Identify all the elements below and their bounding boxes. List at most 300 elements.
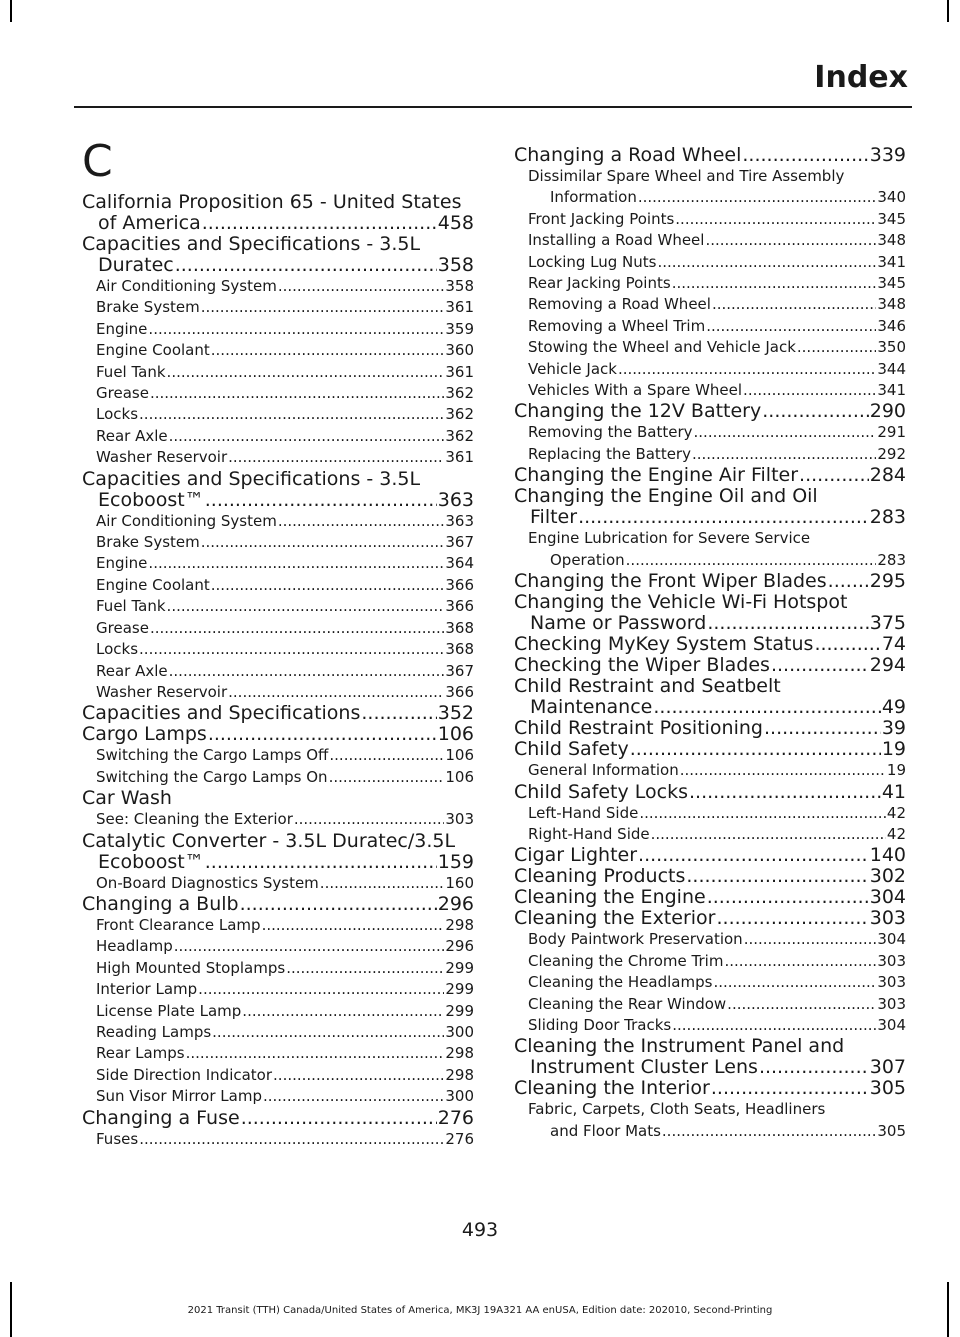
index-subentry <box>82 297 474 318</box>
dot-leader <box>175 255 437 276</box>
dot-leader <box>262 915 445 936</box>
entry-page-number: 339 <box>869 144 906 166</box>
entry-page-number: 352 <box>437 702 474 725</box>
entry-text: Left-Hand Side <box>528 803 639 822</box>
index-entry <box>514 634 906 655</box>
dot-leader <box>240 894 437 915</box>
entry-page-number: 359 <box>445 319 474 338</box>
page-footer: 2021 Transit (TTH) Canada/United States of America, MK3J 19A321 AA enUSA, Edition date: 202010, Second-Printing <box>187 1305 773 1316</box>
entry-page-number: 299 <box>445 958 474 977</box>
index-entry <box>514 908 906 929</box>
index-entry <box>82 192 474 234</box>
entry-page-number: 299 <box>445 1001 474 1020</box>
dot-leader <box>686 866 868 887</box>
index-entry <box>82 703 474 724</box>
dot-leader <box>711 1078 869 1099</box>
index-subentry <box>82 553 474 574</box>
dot-leader <box>186 1043 445 1064</box>
dot-leader <box>139 1129 444 1150</box>
dot-leader <box>148 319 444 340</box>
index-subentry <box>82 936 474 957</box>
index-subentry <box>514 422 906 443</box>
entry-page-number: 363 <box>437 488 474 511</box>
dot-leader <box>713 972 876 993</box>
entry-text: Operation <box>550 550 625 569</box>
entry-page-number: 300 <box>445 1022 474 1041</box>
entry-page-number: 363 <box>445 511 474 530</box>
index-subentry <box>514 824 906 845</box>
entry-text: Dissimilar Spare Wheel and Tire Assembly <box>528 167 845 185</box>
index-subentry <box>82 340 474 361</box>
dot-leader <box>630 739 881 760</box>
entry-page-number: 366 <box>445 575 474 594</box>
entry-text: Child Restraint Positioning <box>514 717 763 740</box>
entry-page-number: 361 <box>445 298 474 317</box>
index-subentry <box>82 511 474 532</box>
dot-leader <box>689 782 881 803</box>
index-entry <box>514 782 906 803</box>
entry-text: Switching the Cargo Lamps On <box>96 767 328 786</box>
dot-leader <box>651 824 886 845</box>
entry-text: High Mounted Stoplamps <box>96 958 286 977</box>
entry-text: Rear Axle <box>96 426 168 445</box>
index-subentry <box>514 929 906 950</box>
entry-page-number: 350 <box>877 338 906 357</box>
entry-text: Vehicle Jack <box>528 359 617 378</box>
dot-leader <box>662 1121 876 1142</box>
dot-leader <box>139 639 444 660</box>
dot-leader <box>716 908 868 929</box>
dot-leader <box>727 994 876 1015</box>
dot-leader <box>201 532 445 553</box>
dot-leader <box>198 979 444 1000</box>
entry-text: Name or Password <box>530 612 707 635</box>
entry-page-number: 41 <box>881 780 906 803</box>
entry-text: Catalytic Converter - 3.5L Duratec/3.5L <box>82 829 456 852</box>
index-subentry <box>514 994 906 1015</box>
dot-leader <box>762 401 869 422</box>
dot-leader <box>705 230 876 251</box>
dot-leader <box>167 596 445 617</box>
index-subentry <box>82 575 474 596</box>
entry-text: Removing the Battery <box>528 423 693 442</box>
entry-text: Cleaning the Headlamps <box>528 973 713 992</box>
index-entry <box>82 724 474 745</box>
dot-leader <box>150 383 444 404</box>
dot-leader <box>759 1057 869 1078</box>
index-subentry <box>82 596 474 617</box>
index-subentry <box>82 532 474 553</box>
entry-text: Engine Lubrication for Severe Service <box>528 529 811 548</box>
entry-text: Vehicles With a Spare Wheel <box>528 381 743 400</box>
index-entry <box>514 1036 906 1078</box>
entry-page-number: 298 <box>445 1065 474 1084</box>
index-entry <box>82 469 474 511</box>
index-entry <box>514 845 906 866</box>
dot-leader <box>320 873 445 894</box>
entry-page-number: 291 <box>877 423 906 442</box>
entry-text: Replacing the Battery <box>528 444 691 463</box>
entry-text: Ecoboost™ <box>98 850 204 873</box>
entry-text: Cleaning Products <box>514 865 686 888</box>
dot-leader <box>278 511 445 532</box>
entry-text: License Plate Lamp <box>96 1001 242 1020</box>
entry-page-number: 368 <box>445 640 474 659</box>
index-subentry <box>82 1065 474 1086</box>
entry-page-number: 366 <box>445 597 474 616</box>
entry-text: Brake System <box>96 298 200 317</box>
entry-text: Locks <box>96 405 139 424</box>
dot-leader <box>797 337 876 358</box>
dot-leader <box>169 426 445 447</box>
dot-leader <box>744 929 877 950</box>
entry-page-number: 74 <box>881 633 906 656</box>
index-subentry <box>514 1099 906 1142</box>
entry-text: Cleaning the Engine <box>514 886 706 909</box>
entry-text: Air Conditioning System <box>96 277 277 295</box>
dot-leader <box>828 571 869 592</box>
entry-page-number: 458 <box>437 212 474 234</box>
entry-page-number: 283 <box>869 506 906 529</box>
crop-mark-top-left <box>10 0 12 22</box>
dot-leader <box>694 422 877 443</box>
section-letter: C <box>82 136 113 187</box>
index-subentry <box>514 760 906 781</box>
index-subentry <box>82 639 474 660</box>
entry-page-number: 39 <box>881 717 906 740</box>
entry-text: Washer Reservoir <box>96 448 228 467</box>
index-subentry <box>514 972 906 993</box>
dot-leader <box>707 887 869 908</box>
entry-text: Body Paintwork Preservation <box>528 930 743 949</box>
entry-page-number: 298 <box>445 1044 474 1063</box>
index-subentry <box>82 661 474 682</box>
dot-leader <box>771 655 869 676</box>
entry-text: Changing the Front Wiper Blades <box>514 570 827 593</box>
index-subentry <box>514 951 906 972</box>
entry-text: Removing a Road Wheel <box>528 295 711 314</box>
dot-leader <box>211 575 445 596</box>
dot-leader <box>139 404 444 425</box>
dot-leader <box>707 613 868 634</box>
index-subentry <box>82 958 474 979</box>
dot-leader <box>228 447 444 468</box>
entry-page-number: 300 <box>445 1087 474 1106</box>
entry-text: Fuel Tank <box>96 362 166 381</box>
entry-text: Cleaning the Instrument Panel and <box>514 1035 845 1058</box>
index-subentry <box>82 809 474 830</box>
dot-leader <box>174 936 445 957</box>
entry-text: See: Cleaning the Exterior <box>96 810 293 829</box>
entry-page-number: 106 <box>437 723 474 746</box>
entry-text: Fabric, Carpets, Cloth Seats, Headliners <box>528 1100 826 1119</box>
entry-text: Fuses <box>96 1129 139 1148</box>
entry-text: Changing the Engine Air Filter <box>514 464 799 487</box>
entry-page-number: 305 <box>877 1121 906 1140</box>
entry-text: Side Direction Indicator <box>96 1065 273 1084</box>
entry-page-number: 361 <box>445 362 474 381</box>
entry-page-number: 160 <box>445 873 474 892</box>
entry-text: Checking the Wiper Blades <box>514 654 770 677</box>
entry-page-number: 299 <box>445 980 474 999</box>
crop-mark-top-right <box>947 0 949 22</box>
entry-page-number: 290 <box>869 400 906 423</box>
entry-page-number: 302 <box>869 865 906 888</box>
dot-leader <box>724 951 876 972</box>
index-subentry <box>514 359 906 380</box>
page-header-title: Index <box>814 60 908 95</box>
entry-page-number: 361 <box>445 448 474 467</box>
index-subentry <box>514 316 906 337</box>
index-subentry <box>82 276 474 297</box>
entry-page-number: 284 <box>869 464 906 487</box>
entry-page-number: 303 <box>877 951 906 970</box>
index-entry <box>514 571 906 592</box>
dot-leader <box>680 760 886 781</box>
index-subentry <box>82 682 474 703</box>
entry-page-number: 362 <box>445 384 474 403</box>
entry-text: Stowing the Wheel and Vehicle Jack <box>528 338 796 357</box>
entry-text: Engine <box>96 319 148 338</box>
entry-text: Locks <box>96 640 139 659</box>
dot-leader <box>638 187 877 208</box>
entry-text: Cigar Lighter <box>514 844 638 867</box>
dot-leader <box>706 316 876 337</box>
entry-text: Headlamp <box>96 937 173 956</box>
entry-page-number: 303 <box>869 907 906 930</box>
index-entry <box>82 234 474 276</box>
entry-page-number: 344 <box>877 359 906 378</box>
dot-leader <box>212 1022 444 1043</box>
entry-page-number: 367 <box>445 533 474 552</box>
entry-text: Front Jacking Points <box>528 209 675 228</box>
index-subentry <box>514 803 906 824</box>
index-subentry <box>82 447 474 468</box>
dot-leader <box>278 276 445 297</box>
index-subentry <box>514 1015 906 1036</box>
entry-page-number: 304 <box>869 886 906 909</box>
entry-text: Changing the Vehicle Wi-Fi Hotspot <box>514 591 848 614</box>
dot-leader <box>263 1086 444 1107</box>
entry-page-number: 159 <box>437 850 474 873</box>
index-subentry <box>514 294 906 315</box>
entry-text: Reading Lamps <box>96 1022 212 1041</box>
index-subentry <box>82 979 474 1000</box>
entry-text: Grease <box>96 384 149 403</box>
entry-page-number: 276 <box>437 1106 474 1129</box>
index-entry <box>514 739 906 760</box>
entry-text: Air Conditioning System <box>96 511 277 530</box>
index-entry <box>514 866 906 887</box>
entry-text: Changing the Engine Oil and Oil <box>514 485 818 508</box>
entry-page-number: 366 <box>445 682 474 701</box>
entry-text: California Proposition 65 - United States <box>82 191 462 213</box>
entry-text: Engine <box>96 554 148 573</box>
dot-leader <box>361 703 436 724</box>
index-subentry <box>82 745 474 766</box>
dot-leader <box>712 294 876 315</box>
dot-leader <box>205 852 437 873</box>
index-subentry <box>82 319 474 340</box>
entry-page-number: 140 <box>869 844 906 867</box>
entry-page-number: 358 <box>445 277 474 295</box>
dot-leader <box>578 507 869 528</box>
dot-leader <box>273 1065 444 1086</box>
index-entry <box>514 592 906 634</box>
entry-page-number: 375 <box>869 612 906 635</box>
entry-text: Rear Lamps <box>96 1044 185 1063</box>
entry-text: Capacities and Specifications - 3.5L <box>82 467 421 490</box>
entry-text: Front Clearance Lamp <box>96 915 261 934</box>
index-entry <box>82 1108 474 1129</box>
index-entry <box>514 145 906 166</box>
entry-page-number: 348 <box>877 295 906 314</box>
index-entry <box>82 831 474 873</box>
index-entry <box>514 1078 906 1099</box>
entry-text: Child Safety <box>514 738 629 761</box>
entry-page-number: 360 <box>445 341 474 360</box>
index-subentry <box>82 1001 474 1022</box>
entry-text: Grease <box>96 618 149 637</box>
dot-leader <box>286 958 444 979</box>
dot-leader <box>743 380 876 401</box>
entry-page-number: 303 <box>445 810 474 829</box>
entry-text: Maintenance <box>530 696 653 719</box>
entry-text: Cleaning the Rear Window <box>528 994 727 1013</box>
entry-text: Car Wash <box>82 787 172 810</box>
entry-page-number: 303 <box>877 994 906 1013</box>
entry-page-number: 346 <box>877 316 906 335</box>
index-subentry <box>514 230 906 251</box>
dot-leader <box>799 465 869 486</box>
entry-text: Child Restraint and Seatbelt <box>514 675 781 698</box>
index-subentry <box>514 209 906 230</box>
dot-leader <box>228 682 444 703</box>
entry-text: Information <box>550 188 637 207</box>
index-subentry <box>514 528 906 571</box>
entry-text: Engine Coolant <box>96 575 210 594</box>
entry-text: Rear Axle <box>96 661 168 680</box>
index-subentry <box>514 337 906 358</box>
entry-page-number: 345 <box>877 274 906 293</box>
index-subentry <box>82 1129 474 1150</box>
entry-text: Sliding Door Tracks <box>528 1015 672 1034</box>
dot-leader <box>672 1015 876 1036</box>
index-subentry <box>82 1086 474 1107</box>
index-subentry <box>514 252 906 273</box>
entry-text: Right-Hand Side <box>528 824 650 843</box>
index-column-left <box>82 192 474 1150</box>
dot-leader <box>657 252 876 273</box>
dot-leader <box>814 634 880 655</box>
entry-text: Child Safety Locks <box>514 780 689 803</box>
entry-page-number: 294 <box>869 654 906 677</box>
index-entry <box>82 788 474 809</box>
entry-page-number: 367 <box>445 661 474 680</box>
dot-leader <box>764 718 881 739</box>
entry-page-number: 42 <box>886 803 906 822</box>
entry-text: Checking MyKey System Status <box>514 633 814 656</box>
entry-page-number: 341 <box>877 381 906 400</box>
dot-leader <box>167 362 445 383</box>
dot-leader <box>672 273 877 294</box>
index-subentry <box>82 404 474 425</box>
entry-text: Locking Lug Nuts <box>528 252 657 271</box>
entry-text: On-Board Diagnostics System <box>96 873 319 892</box>
index-subentry <box>82 426 474 447</box>
index-subentry <box>514 273 906 294</box>
entry-text: Installing a Road Wheel <box>528 231 705 250</box>
entry-page-number: 283 <box>877 550 906 569</box>
entry-page-number: 362 <box>445 405 474 424</box>
header-rule <box>74 106 912 108</box>
entry-text: Ecoboost™ <box>98 488 204 511</box>
entry-text: Sun Visor Mirror Lamp <box>96 1087 262 1106</box>
entry-page-number: 295 <box>869 570 906 593</box>
dot-leader <box>241 1108 437 1129</box>
dot-leader <box>675 209 876 230</box>
index-subentry <box>82 915 474 936</box>
index-subentry <box>82 362 474 383</box>
index-entry <box>514 718 906 739</box>
entry-page-number: 106 <box>445 746 474 765</box>
index-subentry <box>82 873 474 894</box>
entry-text: Duratec <box>98 254 174 276</box>
entry-text: Interior Lamp <box>96 980 198 999</box>
dot-leader <box>692 444 876 465</box>
index-subentry <box>514 444 906 465</box>
entry-page-number: 345 <box>877 209 906 228</box>
entry-page-number: 340 <box>877 188 906 207</box>
entry-text: Filter <box>530 506 578 529</box>
dot-leader <box>329 767 445 788</box>
index-column-right <box>514 145 906 1142</box>
entry-page-number: 364 <box>445 554 474 573</box>
dot-leader <box>638 845 869 866</box>
entry-text: Capacities and Specifications - 3.5L <box>82 233 421 255</box>
entry-page-number: 305 <box>869 1077 906 1100</box>
dot-leader <box>626 550 877 571</box>
entry-text: Fuel Tank <box>96 597 166 616</box>
entry-text: Cleaning the Chrome Trim <box>528 951 724 970</box>
page-number: 493 <box>461 1219 499 1241</box>
entry-text: Engine Coolant <box>96 341 210 360</box>
dot-leader <box>169 661 445 682</box>
dot-leader <box>211 340 445 361</box>
dot-leader <box>653 697 880 718</box>
entry-text: and Floor Mats <box>550 1121 661 1140</box>
entry-page-number: 303 <box>877 973 906 992</box>
dot-leader <box>242 1001 444 1022</box>
dot-leader <box>150 618 444 639</box>
index-entry <box>514 486 906 528</box>
entry-text: Switching the Cargo Lamps Off <box>96 746 329 765</box>
entry-text: of America <box>98 212 201 234</box>
entry-page-number: 307 <box>869 1056 906 1079</box>
entry-page-number: 304 <box>877 1015 906 1034</box>
entry-text: Changing a Fuse <box>82 1106 240 1129</box>
entry-page-number: 368 <box>445 618 474 637</box>
entry-page-number: 341 <box>877 252 906 271</box>
index-entry <box>514 887 906 908</box>
index-subentry <box>82 1022 474 1043</box>
entry-text: Cargo Lamps <box>82 723 207 746</box>
entry-page-number: 362 <box>445 426 474 445</box>
entry-page-number: 276 <box>445 1129 474 1148</box>
entry-text: Cleaning the Exterior <box>514 907 716 930</box>
dot-leader <box>294 809 444 830</box>
entry-page-number: 358 <box>437 254 474 276</box>
